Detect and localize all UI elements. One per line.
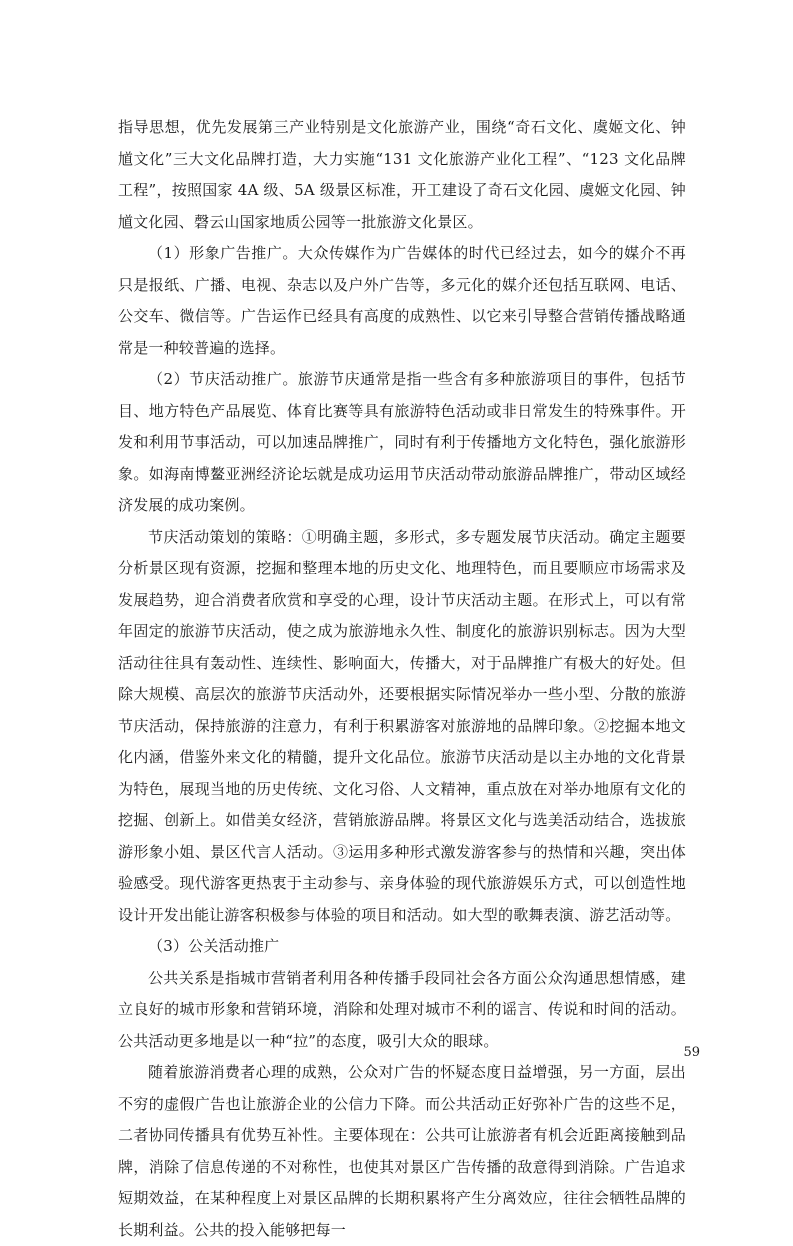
paragraph-public-relations-advantages: 随着旅游消费者心理的成熟，公众对广告的怀疑态度日益增强，另一方面，层出不穷的虚假广告也让旅游企业的公信力下降。而公共活动正好弥补广告的这些不足，二者协同传播具有优势互补性。主要体现在：公共可让旅游者有机会近距离接触到品牌，消除了信息传递的不对称性，也使其对景区广告传播的敌意得到消除。广告追求短期效益，在某种程度上对景区品牌的长期积累将产生分离效应，往往会牺牲品牌的长期利益。公共的投入能够把每一 xyxy=(118,1063,686,1239)
heading-public-relations-promotion: （3）公关活动推广 xyxy=(148,937,280,955)
paragraph-image-advertising: （1）形象广告推广。大众传媒作为广告媒体的时代已经过去，如今的媒介不再只是报纸、广播、电视、杂志以及户外广告等，多元化的媒介还包括互联网、电话、公交车、微信等。广告运作已经具有高度的成熟性、以它来引导整合营销传播战略通常是一种较普遍的选择。 xyxy=(118,244,686,357)
paragraph-public-relations-definition: 公共关系是指城市营销者利用各种传播手段同社会各方面公众沟通思想情感，建立良好的城市形象和营销环境，消除和处理对城市不利的谣言、传说和时间的活动。公共活动更多地是以一种“拉”的态度，吸引大众的眼球。 xyxy=(118,968,686,1050)
paragraph-guiding-thought-continued: 指导思想，优先发展第三产业特别是文化旅游产业，围绕“奇石文化、虞姬文化、钟馗文化”三大文化品牌打造，大力实施“131 文化旅游产业化工程”、“123 文化品牌工程”，按照国家 4A 级、5A 级景区标准，开工建设了奇石文化园、虞姬文化园、钟馗文化园、磬云山国家地质公园等一批旅游文化景区。 xyxy=(118,118,686,231)
paragraph-festival-strategy: 节庆活动策划的策略：①明确主题，多形式，多专题发展节庆活动。确定主题要分析景区现有资源，挖掘和整理本地的历史文化、地理特色，而且要顺应市场需求及发展趋势，迎合消费者欣赏和享受的心理，设计节庆活动主题。在形式上，可以有常年固定的旅游节庆活动，使之成为旅游地永久性、制度化的旅游识别标志。因为大型活动往往具有轰动性、连续性、影响面大，传播大，对于品牌推广有极大的好处。但除大规模、高层次的旅游节庆活动外，还要根据实际情况举办一些小型、分散的旅游节庆活动，保持旅游的注意力，有利于积累游客对旅游地的品牌印象。②挖掘本地文化内涵，借鉴外来文化的精髓，提升文化品位。旅游节庆活动是以主办地的文化背景为特色，展现当地的历史传统、文化习俗、人文精神，重点放在对举办地原有文化的挖掘、创新上。如借美女经济，营销旅游品牌。将景区文化与选美活动结合，选拔旅游形象小姐、景区代言人活动。③运用多种形式激发游客参与的热情和兴趣，突出体验感受。现代游客更热衷于主动参与、亲身体验的现代旅游娱乐方式，可以创造性地设计开发出能让游客积极参与体验的项目和活动。如大型的歌舞表演、游艺活动等。 xyxy=(118,527,686,924)
page-body xyxy=(118,112,686,1246)
page-number: 59 xyxy=(683,1045,700,1060)
paragraph-festival-promotion: （2）节庆活动推广。旅游节庆通常是指一些含有多种旅游项目的事件，包括节目、地方特色产品展览、体育比赛等具有旅游特色活动或非日常发生的特殊事件。开发和利用节事活动，可以加速品牌推广，同时有利于传播地方文化特色，强化旅游形象。如海南博鳌亚洲经济论坛就是成功运用节庆活动带动旅游品牌推广，带动区域经济发展的成功案例。 xyxy=(118,370,686,514)
